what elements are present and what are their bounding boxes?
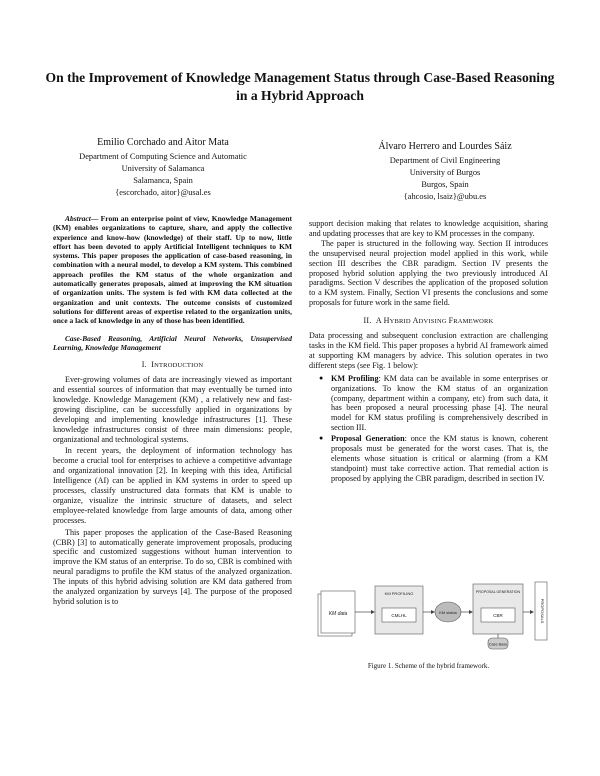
proposals-label: PROPOSALS [540, 598, 545, 624]
arrow-head [371, 610, 375, 614]
intro-paragraph-continued: support decision making that relates to knowledge acquisition, sharing and updating processes that are key to KM processes in the company. [309, 219, 548, 238]
list-item: ● Proposal Generation: once the KM status is known, coherent proposals must be generated for the worst cases. That is, the elements whose situation is critical or alarming (from a KM standpoint) must take corrective action. That remedial action is proposed by applying the CBR paradigm, described in section IV. [331, 434, 548, 484]
paper-title: On the Improvement of Knowledge Management Status through Case-Based Reasoning in a Hybrid Approach [45, 70, 555, 103]
framework-diagram [316, 580, 548, 650]
left-column [53, 214, 292, 607]
arrow-head [469, 610, 473, 614]
author-university: University of Salamanca [121, 164, 205, 173]
right-column [309, 219, 548, 485]
arrow-head [530, 610, 534, 614]
figure-caption: Figure 1. Scheme of the hybrid framework. [367, 662, 490, 670]
author-block-1 [48, 136, 278, 199]
abstract [53, 214, 292, 326]
author-email: {escorchado, aitor}@usal.es [115, 188, 211, 197]
author-names: Emilio Corchado and Aitor Mata [97, 137, 229, 148]
km-status-label: KM status [439, 610, 457, 615]
author-city: Salamanca, Spain [133, 176, 193, 185]
case-base-label: Case Base [488, 642, 508, 647]
keywords: Case-Based Reasoning, Artificial Neural Networks, Unsupervised Learning, Knowledge Management [53, 333, 292, 352]
cbr-label: CBR [493, 613, 503, 618]
intro-paragraph-1: Ever-growing volumes of data are increasingly viewed as important and essential sources of information that may eventually be turned into knowledge. Knowledge Management (KM) , a relatively new and fast-growing discipline, can be successfully applied in organizations by developing and implementing knowledge infrastructures [1]. These knowledge infrastructures consist of three main dimensions: people, organizational and technological systems. [53, 375, 292, 444]
cmlhl-label: CMLHL [391, 613, 407, 618]
intro-paragraph-3: This paper proposes the application of the Case-Based Reasoning (CBR) [3] to automatically generate improvement proposals, producing specific and customized suggestions without human intervention to improve the KM status of an enterprise. To do so, CBR is combined with neural paradigms to profile the KM status of the analyzed organization. The inputs of this hybrid advising solution are KM data gathered from the analyzed organization by surveys [4]. The purpose of the proposed hybrid solution is to [53, 527, 292, 606]
km-profiling-label: KM PROFILING [384, 591, 414, 596]
km-data-label: KM data [328, 611, 348, 617]
author-block-2 [330, 140, 560, 203]
section-heading-introduction: I. INTRODUCTION [141, 360, 204, 370]
author-department: Department of Civil Engineering [389, 156, 501, 165]
abstract-label: Abstract [65, 214, 91, 223]
list-item: ● KM Profiling: KM data can be available in some enterprises or organizations. To know the KM status of an organization (company, department within a company, etc) from such data, it has been proposed a neural processing phase [4]. The neural model for KM status profiling is comprehensively described in section III. [331, 374, 548, 433]
paper-structure-paragraph: The paper is structured in the following way. Section II introduces the unsupervised neural projection model applied in this work, while section III describes the CBR paradigm. Section IV presents the proposed hybrid solution applying the two previously introduced AI paradigms. Section V describes the application of the proposed solution to a KM system. Finally, Section VI presents the conclusions and some proposals for future work in the same field. [309, 238, 548, 308]
author-names: Álvaro Herrero and Lourdes Sáiz [378, 141, 512, 152]
proposal-generation-label: PROPOSAL GENERATION [475, 590, 521, 594]
author-email: {ahcosio, lsaiz}@ubu.es [403, 192, 487, 201]
framework-steps-list [309, 374, 548, 484]
author-department: Department of Computing Science and Automatic [79, 152, 247, 161]
framework-paragraph: Data processing and subsequent conclusion extraction are challenging tasks in the KM field. This paper proposes a hybrid AI framework aimed at supporting KM managers by advice. This solution operates in two different steps (see Fig. 1 below): [309, 331, 548, 370]
arrow-head [431, 610, 435, 614]
intro-paragraph-2: In recent years, the deployment of information technology has become a crucial tool for enterprises to achieve a competitive advantage and organizational innovation [2]. In keeping with this idea, Artificial Intelligence (AI) can be applied in KM systems in order to speed up processes, classify unstructured data formats that KM is unable to organize, visualize the intrinsic structure of datasets, and select employee-related knowledge from large amounts of data, among other processes. [53, 446, 292, 525]
author-university: University of Burgos [409, 168, 481, 177]
abstract-text: — From an enterprise point of view, Knowledge Management (KM) enables organizations to capture, share, and apply the collective experience and know-how (knowledge) of their staff. Up to now, little effort has been devoted to apply Artificial Intelligent techniques to KM systems. This paper proposes the application of case-based reasoning, in combination with a neural model, to develop a KM system. This combined approach profiles the KM status of the whole organization and automatically generates proposals, aimed at improving the KM situation of organization units. The system is fed with KM data collected at the organization and unit contexts. The outcome consists of customized solutions for different areas of expertise related to the organization units, once a lack of knowledge in any of those has been identified. [53, 214, 292, 326]
section-heading-framework: II. A HYBRID ADVISING FRAMEWORK [363, 316, 494, 326]
author-city: Burgos, Spain [421, 180, 469, 189]
